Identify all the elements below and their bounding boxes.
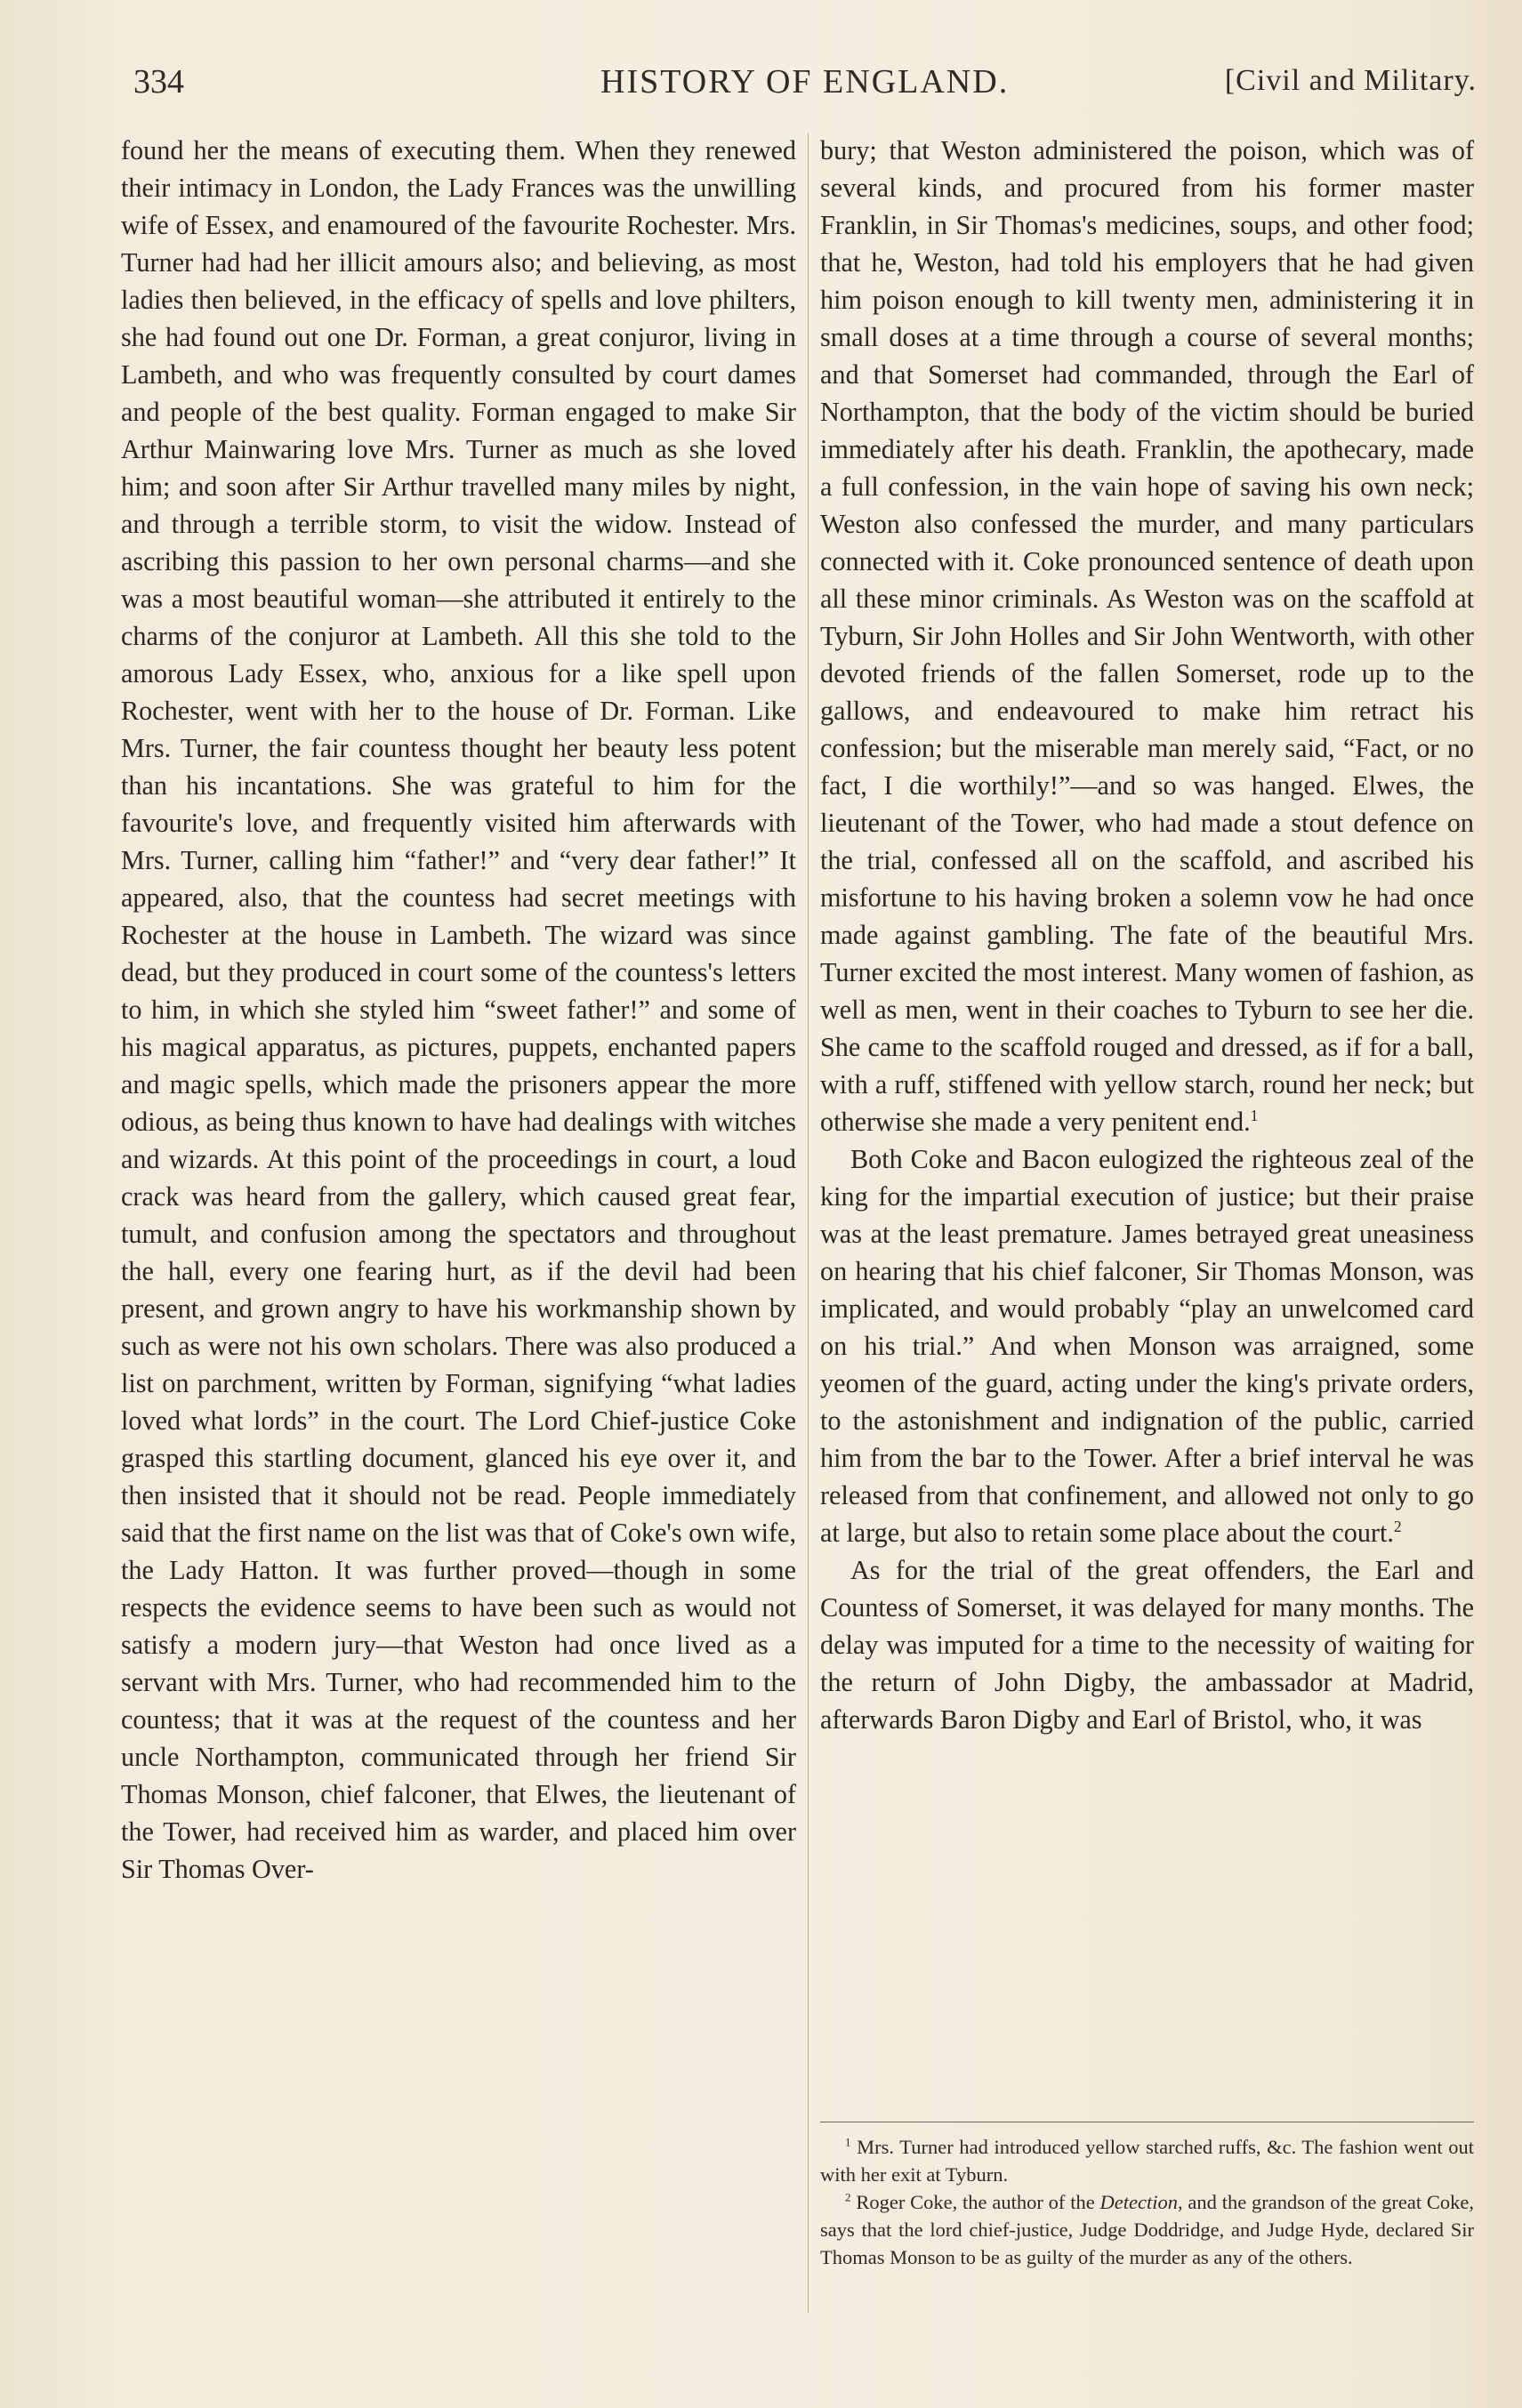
footnote-ref-2: 2 [1393, 1517, 1402, 1535]
running-header [133, 62, 1477, 107]
left-column [121, 132, 796, 1888]
left-column-text: found her the means of executing them. When they renewed their intimacy in London, the Lady Frances was the unwilling wife of Essex, and enamoured of the favourite Rochester. Mrs. Turner had had her illicit amours also; and believing, as most ladies then believed, in the efficacy of spells and love philters, she had found out one Dr. Forman, a great conjuror, living in Lambeth, and who was frequently consulted by court dames and people of the best quality. Forman engaged to make Sir Arthur Mainwaring love Mrs. Turner as much as she loved him; and soon after Sir Arthur travelled many miles by night, and through a terrible storm, to visit the widow. Instead of ascribing this passion to her own personal charms—and she was a most beautiful woman—she attributed it entirely to the charms of the conjuror at Lambeth. All this she told to the amorous Lady Essex, who, anxious for a like spell upon Rochester, went with her to the house of Dr. Forman. Like Mrs. Turner, the fair countess thought her beauty less potent than his incantations. She was grateful to him for the favourite's love, and frequently visited him afterwards with Mrs. Turner, calling him “father!” and “very dear father!” It appeared, also, that the countess had secret meetings with Rochester at the house in Lambeth. The wizard was since dead, but they produced in court some of the countess's letters to him, in which she styled him “sweet father!” and some of his magical apparatus, as pictures, puppets, enchanted papers and magic spells, which made the prisoners appear the more odious, as being thus known to have had dealings with witches and wizards. At this point of the proceedings in court, a loud crack was heard from the gallery, which caused great fear, tumult, and confusion among the spectators and throughout the hall, every one fearing hurt, as if the devil had been present, and grown angry to have his workmanship shown by such as were not his own scholars. There was also produced a list on parchment, written by Forman, signifying “what ladies loved what lords” in the court. The Lord Chief-justice Coke grasped this startling document, glanced his eye over it, and then insisted that it should not be read. People immediately said that the first name on the list was that of Coke's own wife, the Lady Hatton. It was further proved—though in some respects the evidence seems to have been such as would not satisfy a modern jury—that Weston had once lived as a servant with Mrs. Turner, who had recommended him to the countess; that it was at the request of the countess and her uncle Northampton, communicated through her friend Sir Thomas Monson, chief falconer, that Elwes, the lieutenant of the Tower, had received him as warder, and placed him over Sir Thomas Over- [121, 135, 796, 1884]
right-paragraph-2 [820, 1140, 1474, 1551]
footnotes [820, 2133, 1474, 2271]
page-number: 334 [133, 63, 184, 101]
footnote-2 [820, 2188, 1474, 2271]
footnote-1-mark: 1 [845, 2135, 851, 2149]
right-paragraph-3: As for the trial of the great offenders, the Earl and Countess of Somerset, it was delayed for many months. The delay was imputed for a time to the necessity of waiting for the return of John Digby, the ambassador at Madrid, afterwards Baron Digby and Earl of Bristol, who, it was [820, 1555, 1474, 1735]
right-paragraph-1 [820, 132, 1474, 1140]
footnote-2-text-before: Roger Coke, the author of the [856, 2191, 1095, 2213]
footnote-2-mark: 2 [845, 2190, 851, 2204]
footnote-2-title: Detection [1099, 2191, 1178, 2213]
footnote-ref-1: 1 [1250, 1106, 1259, 1124]
section-title: [Civil and Military. [1224, 64, 1477, 97]
footnote-1-text: Mrs. Turner had introduced yellow starched ruffs, &c. The fashion went out with her exit at Tyburn. [820, 2136, 1475, 2186]
column-divider [808, 133, 809, 2313]
footnote-1 [820, 2133, 1474, 2188]
right-column [820, 132, 1474, 1738]
running-title: HISTORY OF ENGLAND. [600, 63, 1010, 101]
right-paragraph-2-text: Both Coke and Bacon eulogized the righteous zeal of the king for the impartial execution of justice; but their praise was at the least premature. James betrayed great uneasiness on hearing that his chief falconer, Sir Thomas Monson, was implicated, and would probably “play an unwelcomed card on his trial.” And when Monson was arraigned, some yeomen of the guard, acting under the king's private orders, to the astonishment and indignation of the public, carried him from the bar to the Tower. After a brief interval he was released from that confinement, and allowed not only to go at large, but also to retain some place about the court. [820, 1144, 1474, 1548]
right-paragraph-1-text: bury; that Weston administered the poison, which was of several kinds, and procured from his former master Franklin, in Sir Thomas's medicines, soups, and other food; that he, Weston, had told his employers that he had given him poison enough to kill twenty men, administering it in small doses at a time through a course of several months; and that Somerset had commanded, through the Earl of Northampton, that the body of the victim should be buried immediately after his death. Franklin, the apothecary, made a full confession, in the vain hope of saving his own neck; Weston also confessed the murder, and many particulars connected with it. Coke pronounced sentence of death upon all these minor criminals. As Weston was on the scaffold at Tyburn, Sir John Holles and Sir John Wentworth, with other devoted friends of the fallen Somerset, rode up to the gallows, and endeavoured to make him retract his confession; but the miserable man merely said, “Fact, or no fact, I die worthily!”—and so was hanged. Elwes, the lieutenant of the Tower, who had made a stout defence on the trial, confessed all on the scaffold, and ascribed his misfortune to his having broken a solemn vow he had once made against gambling. The fate of the beautiful Mrs. Turner excited the most interest. Many women of fashion, as well as men, went in their coaches to Tyburn to see her die. She came to the scaffold rouged and dressed, as if for a ball, with a ruff, stiffened with yellow starch, round her neck; but otherwise she made a very penitent end. [820, 135, 1474, 1137]
footnote-2-text-after: , and the grandson of the great Coke, says that the lord chief-justice, Judge Doddridge, and Judge Hyde, declared Sir Thomas Monson to be as guilty of the murder as any of the others. [820, 2191, 1475, 2268]
